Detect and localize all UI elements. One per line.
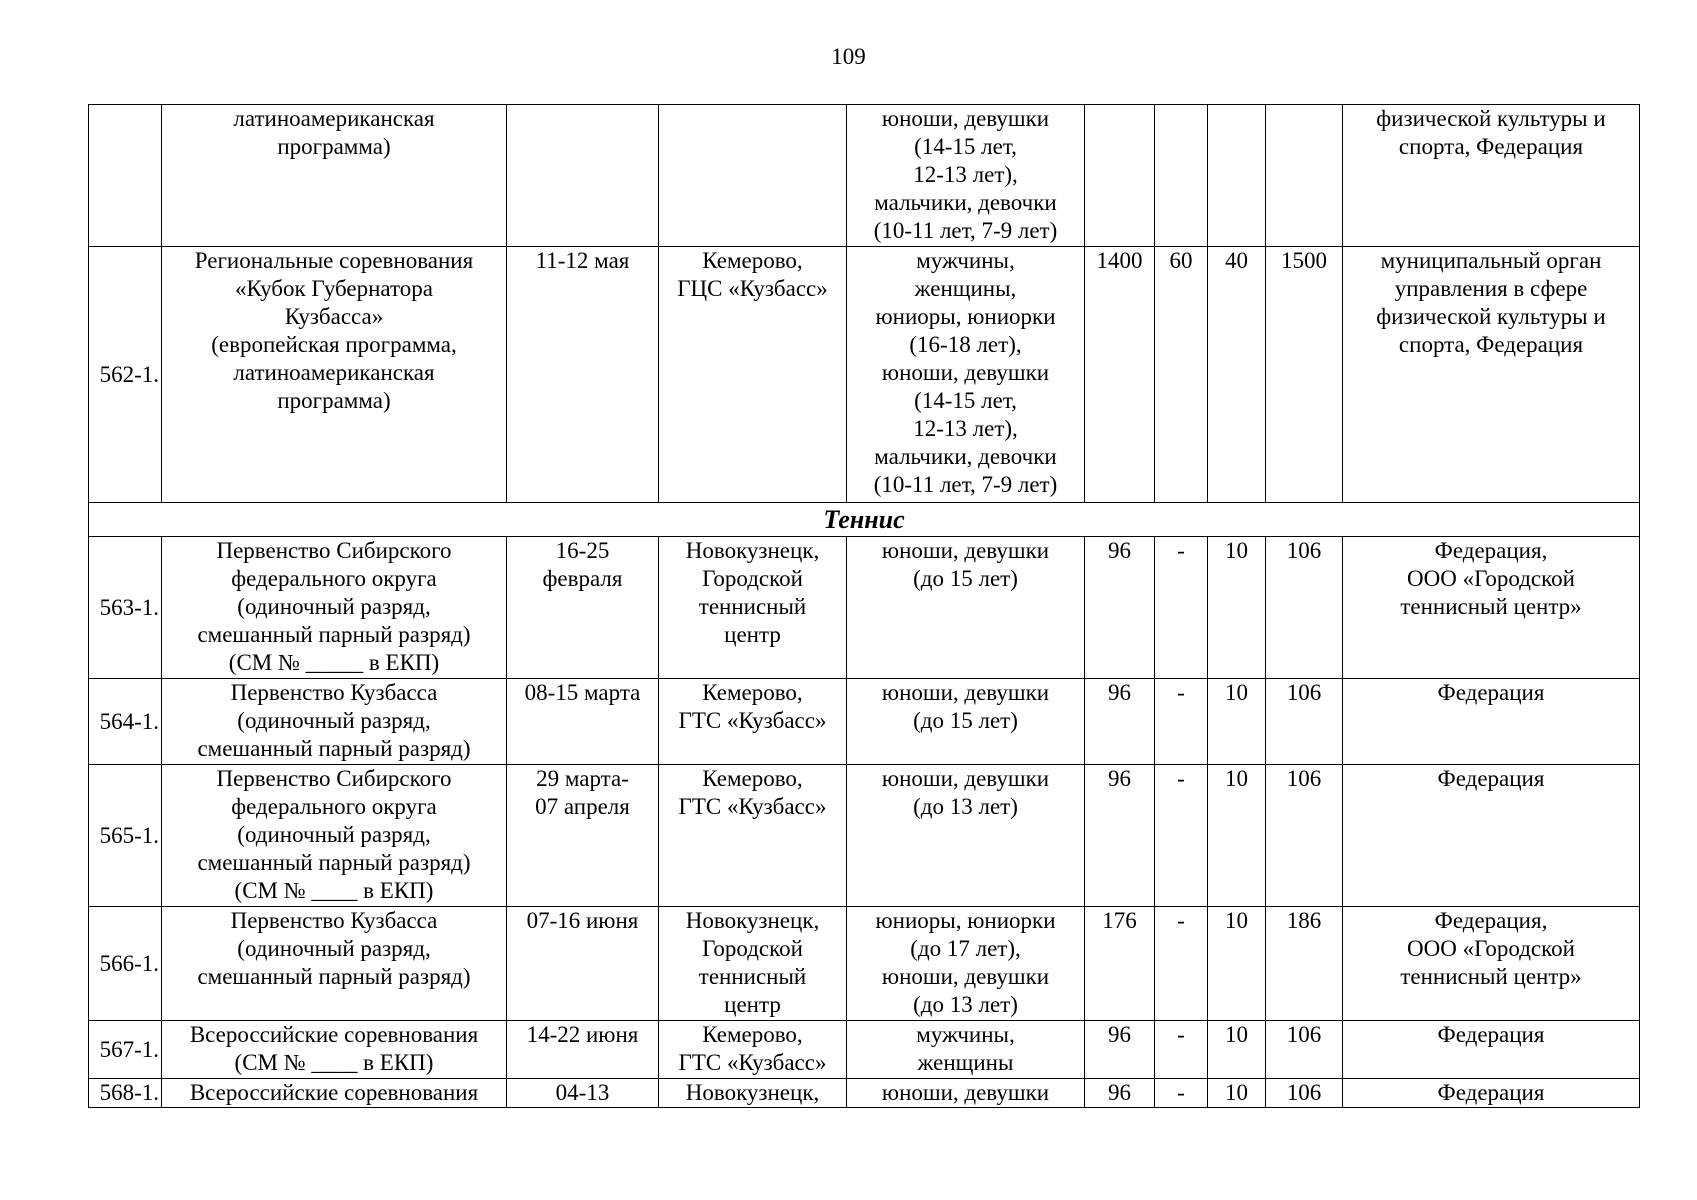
- cell-number: 567-1.: [89, 1021, 162, 1079]
- cell-place: Кемерово, ГТС «Кузбасс»: [659, 1021, 847, 1079]
- cell-count-total: 106: [1266, 1021, 1343, 1079]
- table-body-upper: [89, 105, 1640, 503]
- cell-event-name: Первенство Кузбасса (одиночный разряд, смешанный парный разряд): [162, 679, 507, 765]
- cell-participants: юноши, девушки (до 15 лет): [847, 537, 1085, 679]
- cell-event-name: Региональные соревнования «Кубок Губернатора Кузбасса» (европейская программа, латиноамериканская программа): [162, 247, 507, 503]
- cell-dates: 08-15 марта: [507, 679, 659, 765]
- table-row: [89, 105, 1640, 247]
- table-row: [89, 907, 1640, 1021]
- table-row: [89, 1079, 1640, 1108]
- cell-count-2: -: [1155, 1021, 1208, 1079]
- table-row: [89, 765, 1640, 907]
- cell-participants: мужчины, женщины: [847, 1021, 1085, 1079]
- cell-place: Кемерово, ГТС «Кузбасс»: [659, 679, 847, 765]
- cell-organizer: Федерация: [1343, 1079, 1640, 1108]
- cell-dates: 11-12 мая: [507, 247, 659, 503]
- cell-count-1: 176: [1085, 907, 1155, 1021]
- cell-place: Кемерово, ГЦС «Кузбасс»: [659, 247, 847, 503]
- cell-count-3: 10: [1208, 907, 1266, 1021]
- cell-number: 566-1.: [89, 907, 162, 1021]
- cell-count-3: 10: [1208, 765, 1266, 907]
- cell-place: Новокузнецк, Городской теннисный центр: [659, 537, 847, 679]
- cell-count-total: 106: [1266, 765, 1343, 907]
- cell-count-3: 10: [1208, 679, 1266, 765]
- cell-event-name: Первенство Сибирского федерального округа (одиночный разряд, смешанный парный разряд) (СМ № ____ в ЕКП): [162, 765, 507, 907]
- cell-organizer: муниципальный орган управления в сфере физической культуры и спорта, Федерация: [1343, 247, 1640, 503]
- cell-number: [89, 105, 162, 247]
- cell-participants: юноши, девушки: [847, 1079, 1085, 1108]
- cell-organizer: Федерация, ООО «Городской теннисный центр»: [1343, 537, 1640, 679]
- cell-dates: 14-22 июня: [507, 1021, 659, 1079]
- cell-count-3: 40: [1208, 247, 1266, 503]
- cell-dates: 16-25 февраля: [507, 537, 659, 679]
- cell-count-1: 96: [1085, 537, 1155, 679]
- cell-place: Кемерово, ГТС «Кузбасс»: [659, 765, 847, 907]
- cell-participants: юноши, девушки (до 13 лет): [847, 765, 1085, 907]
- section-row: [89, 503, 1640, 537]
- cell-event-name: Всероссийские соревнования (СМ № ____ в ЕКП): [162, 1021, 507, 1079]
- cell-dates: 07-16 июня: [507, 907, 659, 1021]
- cell-event-name: Всероссийские соревнования: [162, 1079, 507, 1108]
- cell-count-2: [1155, 105, 1208, 247]
- cell-count-2: -: [1155, 679, 1208, 765]
- cell-organizer: Федерация: [1343, 679, 1640, 765]
- cell-count-2: -: [1155, 1079, 1208, 1108]
- cell-count-total: 1500: [1266, 247, 1343, 503]
- cell-event-name: латиноамериканская программа): [162, 105, 507, 247]
- cell-count-1: 96: [1085, 1079, 1155, 1108]
- cell-count-total: 186: [1266, 907, 1343, 1021]
- page-number: 109: [831, 44, 866, 69]
- cell-organizer: Федерация, ООО «Городской теннисный центр»: [1343, 907, 1640, 1021]
- cell-count-2: -: [1155, 765, 1208, 907]
- cell-count-2: 60: [1155, 247, 1208, 503]
- table-row: [89, 679, 1640, 765]
- cell-event-name: Первенство Кузбасса (одиночный разряд, смешанный парный разряд): [162, 907, 507, 1021]
- cell-count-1: 1400: [1085, 247, 1155, 503]
- section-title: Теннис: [89, 503, 1640, 537]
- cell-count-total: [1266, 105, 1343, 247]
- cell-organizer: физической культуры и спорта, Федерация: [1343, 105, 1640, 247]
- cell-number: 563-1.: [89, 537, 162, 679]
- cell-count-3: 10: [1208, 1079, 1266, 1108]
- cell-count-total: 106: [1266, 537, 1343, 679]
- table-row: [89, 247, 1640, 503]
- cell-dates: 29 марта- 07 апреля: [507, 765, 659, 907]
- events-table: [88, 104, 1640, 1108]
- cell-place: [659, 105, 847, 247]
- table-body-lower: [89, 537, 1640, 1108]
- cell-count-1: [1085, 105, 1155, 247]
- cell-participants: юноши, девушки (14-15 лет, 12-13 лет), мальчики, девочки (10-11 лет, 7-9 лет): [847, 105, 1085, 247]
- cell-place: Новокузнецк, Городской теннисный центр: [659, 907, 847, 1021]
- cell-count-1: 96: [1085, 1021, 1155, 1079]
- cell-dates: [507, 105, 659, 247]
- cell-count-2: -: [1155, 907, 1208, 1021]
- cell-participants: юниоры, юниорки (до 17 лет), юноши, девушки (до 13 лет): [847, 907, 1085, 1021]
- table-row: [89, 537, 1640, 679]
- cell-number: 568-1.: [89, 1079, 162, 1108]
- cell-count-3: 10: [1208, 537, 1266, 679]
- cell-participants: юноши, девушки (до 15 лет): [847, 679, 1085, 765]
- cell-place: Новокузнецк,: [659, 1079, 847, 1108]
- cell-count-3: 10: [1208, 1021, 1266, 1079]
- cell-count-1: 96: [1085, 679, 1155, 765]
- cell-organizer: Федерация: [1343, 765, 1640, 907]
- cell-count-total: 106: [1266, 679, 1343, 765]
- cell-number: 565-1.: [89, 765, 162, 907]
- cell-count-total: 106: [1266, 1079, 1343, 1108]
- table-row: [89, 1021, 1640, 1079]
- cell-dates: 04-13: [507, 1079, 659, 1108]
- cell-participants: мужчины, женщины, юниоры, юниорки (16-18 лет), юноши, девушки (14-15 лет, 12-13 лет), мальчики, девочки (10-11 лет, 7-9 лет): [847, 247, 1085, 503]
- cell-count-2: -: [1155, 537, 1208, 679]
- cell-event-name: Первенство Сибирского федерального округа (одиночный разряд, смешанный парный разряд) (СМ № _____ в ЕКП): [162, 537, 507, 679]
- cell-number: 564-1.: [89, 679, 162, 765]
- cell-organizer: Федерация: [1343, 1021, 1640, 1079]
- cell-count-3: [1208, 105, 1266, 247]
- cell-number: 562-1.: [89, 247, 162, 503]
- cell-count-1: 96: [1085, 765, 1155, 907]
